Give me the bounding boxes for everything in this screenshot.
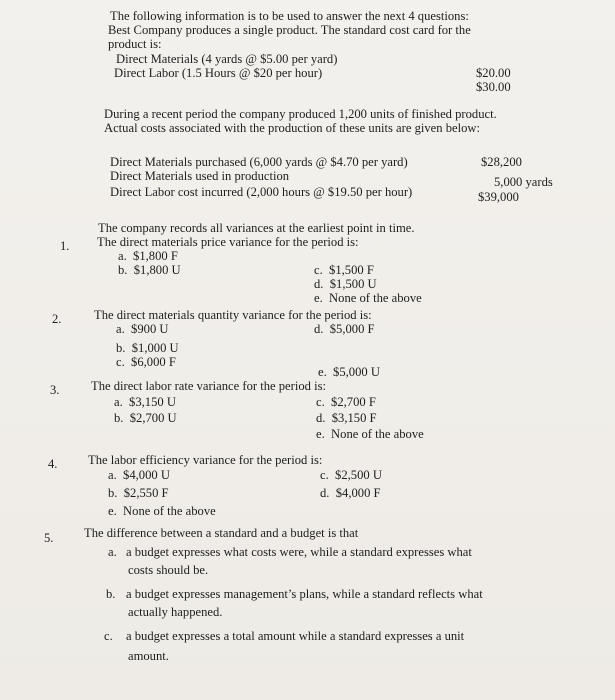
q5-option-a-line-2: costs should be.	[128, 563, 209, 577]
actual-dm-purchased-label: Direct Materials purchased (6,000 yards @ $4.70 per yard)	[110, 155, 408, 169]
records-note: The company records all variances at the earliest point in time.	[98, 221, 415, 235]
question-3-number: 3.	[50, 383, 60, 397]
intro-line-1: The following information is to be used to answer the next 4 questions:	[110, 9, 469, 23]
standard-cost-dm-label: Direct Materials (4 yards @ $5.00 per yard)	[116, 52, 338, 66]
question-5-text: The difference between a standard and a budget is that	[84, 526, 359, 540]
q5-option-a-line-1: a budget expresses what costs were, while a standard expresses what	[126, 545, 472, 559]
q2-option-e: e. $5,000 U	[318, 365, 380, 379]
q1-option-d: d. $1,500 U	[314, 277, 377, 291]
intro-line-3: product is:	[108, 37, 162, 51]
question-4-text: The labor efficiency variance for the period is:	[88, 453, 323, 467]
q2-option-d: d. $5,000 F	[314, 322, 375, 336]
q5-option-b-line-1: a budget expresses management’s plans, while a standard reflects what	[126, 587, 483, 601]
actual-dm-purchased-amount: $28,200	[481, 155, 522, 169]
q1-option-e: e. None of the above	[314, 291, 422, 305]
q1-option-a: a. $1,800 F	[118, 249, 178, 263]
q5-option-c-line-2: amount.	[128, 649, 169, 663]
question-1-number: 1.	[60, 239, 70, 253]
actual-dl-label: Direct Labor cost incurred (2,000 hours @ $19.50 per hour)	[110, 185, 413, 199]
period-line-1: During a recent period the company produced 1,200 units of finished product.	[104, 107, 497, 121]
standard-cost-dm-amount: $20.00	[476, 66, 511, 80]
q3-option-b: b. $2,700 U	[114, 411, 177, 425]
q2-option-c: c. $6,000 F	[116, 355, 176, 369]
q1-option-b: b. $1,800 U	[118, 263, 181, 277]
question-3-text: The direct labor rate variance for the period is:	[91, 379, 326, 393]
q1-option-c: c. $1,500 F	[314, 263, 374, 277]
q4-option-b: b. $2,550 F	[108, 486, 169, 500]
intro-line-2: Best Company produces a single product. The standard cost card for the	[108, 23, 471, 37]
q4-option-a: a. $4,000 U	[108, 468, 170, 482]
question-4-number: 4.	[48, 457, 58, 471]
q5-option-b-letter: b.	[106, 587, 116, 601]
q5-option-b-line-2: actually happened.	[128, 605, 223, 619]
period-line-2: Actual costs associated with the production of these units are given below:	[104, 121, 480, 135]
question-2-number: 2.	[52, 312, 62, 326]
q5-option-c-line-1: a budget expresses a total amount while a standard expresses a unit	[126, 629, 465, 643]
standard-cost-dl-label: Direct Labor (1.5 Hours @ $20 per hour)	[114, 66, 323, 80]
standard-cost-dl-amount: $30.00	[476, 80, 511, 94]
actual-dm-used-label: Direct Materials used in production	[110, 169, 290, 183]
q3-option-c: c. $2,700 F	[316, 395, 376, 409]
q3-option-a: a. $3,150 U	[114, 395, 176, 409]
q4-option-d: d. $4,000 F	[320, 486, 381, 500]
q2-option-b: b. $1,000 U	[116, 341, 179, 355]
actual-dm-used-amount: 5,000 yards	[494, 175, 553, 189]
actual-dl-amount: $39,000	[478, 190, 519, 204]
q3-option-d: d. $3,150 F	[316, 411, 377, 425]
question-1-text: The direct materials price variance for the period is:	[97, 235, 359, 249]
question-5-number: 5.	[44, 531, 54, 545]
q4-option-c: c. $2,500 U	[320, 468, 382, 482]
q4-option-e: e. None of the above	[108, 504, 216, 518]
q2-option-a: a. $900 U	[116, 322, 169, 336]
question-2-text: The direct materials quantity variance for the period is:	[94, 308, 372, 322]
q5-option-c-letter: c.	[104, 629, 113, 643]
q3-option-e: e. None of the above	[316, 427, 424, 441]
q5-option-a-letter: a.	[108, 545, 117, 559]
